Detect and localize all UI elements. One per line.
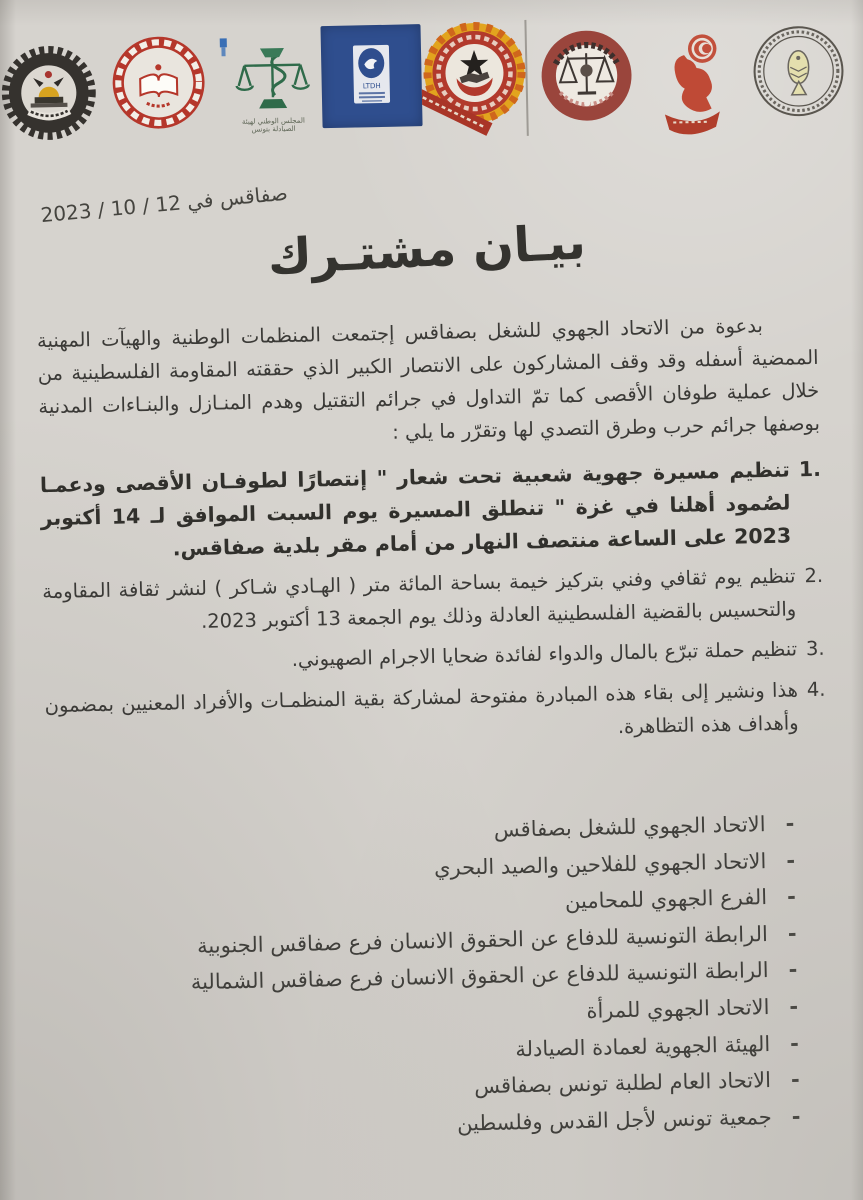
ltdh-human-rights-league-logo-icon xyxy=(320,24,422,128)
statement-title: بيـان مشتـرك xyxy=(266,214,587,286)
signatories-list xyxy=(127,812,801,1155)
signatory-item xyxy=(129,922,796,959)
signatory-name: جمعية تونس لأجل القدس وفلسطين xyxy=(456,1104,772,1136)
resolution-item-2 xyxy=(42,559,824,642)
statement-body xyxy=(37,308,827,762)
signatory-name: الاتحاد الجهوي للفلاحين والصيد البحري xyxy=(433,848,767,880)
dash-bullet: - xyxy=(785,811,795,836)
farmers-fisheries-union-logo-icon xyxy=(751,23,847,123)
resolution-text: تنظيم مسيرة جهوية شعبية تحت شعار " إنتصارًا لطوفـان الأقصى ودعمـا لصُمود أهلنا في غزة " تنطلق المسيرة يوم السبت الموافق لـ 14 أكتوبر 2023 على الساعة منتصف النهار من أمام مقر بلدية صفاقس. xyxy=(39,457,792,561)
date-line: صفاقس في 12 / 10 / 2023 xyxy=(39,180,289,228)
women-union-logo-icon xyxy=(655,28,729,147)
small-blue-mark-icon xyxy=(218,38,230,62)
signatory-item xyxy=(133,1105,800,1142)
ugtt-labor-union-logo-icon xyxy=(420,20,529,144)
dash-bullet: - xyxy=(786,848,796,873)
signatory-name: الرابطة التونسية للدفاع عن الحقوق الانسان فرع صفاقس الشمالية xyxy=(190,958,769,995)
pharmacists-council-caption: المجلس الوطني لهيئة الصيادلة بتونس xyxy=(241,116,305,134)
dash-bullet: - xyxy=(790,1067,800,1092)
quds-association-logo-icon xyxy=(0,43,99,147)
signatory-item xyxy=(133,1069,800,1106)
resolution-text: هذا ونشير إلى بقاء هذه المبادرة مفتوحة لمشاركة بقية المنظمـات والأفراد المعنيين بمضمون وأهداف هذه التظاهرة. xyxy=(44,677,799,738)
resolution-number: 3. xyxy=(805,637,825,661)
resolution-item-4 xyxy=(44,672,826,755)
ltdh-text: LTDH xyxy=(362,81,381,91)
signatory-item xyxy=(132,1032,799,1069)
resolution-number: 2. xyxy=(804,563,824,588)
resolutions-list xyxy=(40,452,827,755)
dash-bullet: - xyxy=(786,884,797,909)
signatory-item xyxy=(128,849,795,886)
signatory-name: الاتحاد العام لطلبة تونس بصفاقس xyxy=(473,1068,772,1099)
signatory-item xyxy=(129,886,796,923)
resolution-text: تنظيم حملة تبرّع بالمال والدواء لفائدة ضحايا الاجرام الصهيوني. xyxy=(291,637,798,672)
resolution-text: تنظيم يوم ثقافي وفني بتركيز خيمة بساحة المائة متر ( الهـادي شـاكر ) لنشر ثقافة المقاومة والتحسيس بالقضية الفلسطينية العادلة وذلك يوم الجمعة 13 أكتوبر 2023. xyxy=(42,564,797,634)
signatory-item xyxy=(127,812,794,849)
dash-bullet: - xyxy=(788,957,798,983)
dash-bullet: - xyxy=(789,994,799,1019)
resolution-number: 4. xyxy=(806,677,826,701)
resolution-number: 1. xyxy=(798,456,822,481)
logos-row xyxy=(0,0,857,184)
signatory-item xyxy=(131,995,798,1032)
signatory-name: الاتحاد الجهوي للشغل بصفاقس xyxy=(493,812,766,842)
signatory-name: الاتحاد الجهوي للمرأة xyxy=(586,995,770,1023)
signatory-name: الفرع الجهوي للمحامين xyxy=(564,885,768,914)
dash-bullet: - xyxy=(787,921,797,946)
lawyers-bar-logo-icon xyxy=(539,28,635,128)
dash-bullet: - xyxy=(791,1104,801,1129)
signatory-name: الرابطة التونسية للدفاع عن الحقوق الانسان فرع صفاقس الجنوبية xyxy=(196,921,769,958)
pharmacists-council-logo-icon xyxy=(229,42,317,134)
signatory-item xyxy=(130,959,797,996)
uget-students-union-logo-icon xyxy=(109,33,209,137)
resolution-item-1 xyxy=(40,452,823,568)
intro-paragraph: بدعوة من الاتحاد الجهوي للشغل بصفاقس إجتمعت المنظمات الوطنية والهيآت المهنية الممضية أسفله وقد وقف المشاركون على الانتصار الكبير الذي حققته المقاومة الفلسطينية من خلال عملية طوفان الأقصى كما تمّ التداول في جرائم التقتيل وهدم المنـازل والبنـاءات المدنية بوصفها جرائم حرب وطرق التصدي لها وتقرّر ما يلي : xyxy=(36,314,821,445)
signatory-name: الهيئة الجهوية لعمادة الصيادلة xyxy=(515,1031,771,1061)
dash-bullet: - xyxy=(789,1030,800,1056)
